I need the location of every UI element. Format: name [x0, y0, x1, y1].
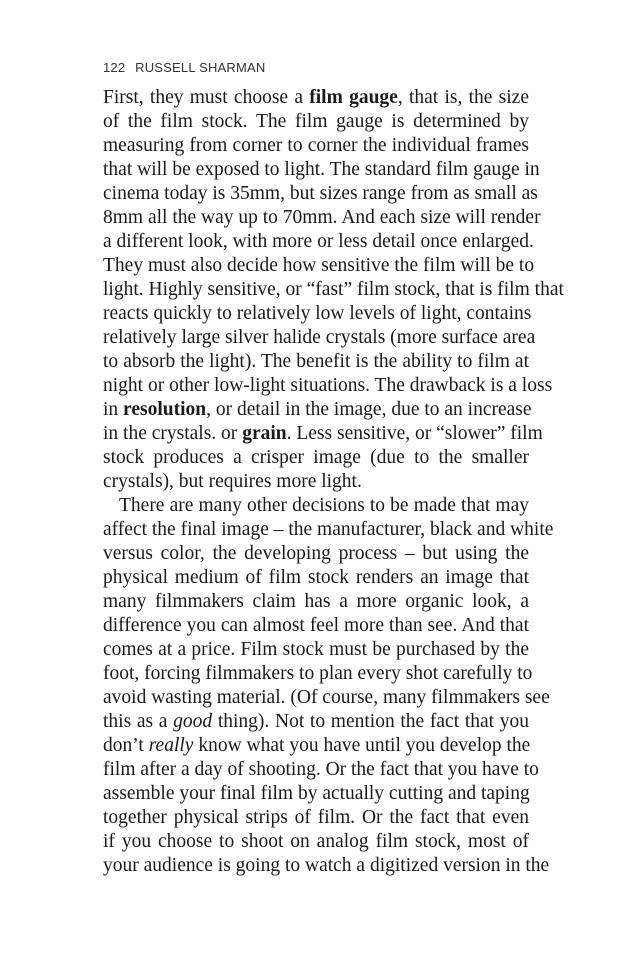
- paragraph-1: [103, 86, 564, 494]
- text-line: First, they must choose a film gauge, that is, the size: [103, 87, 529, 108]
- text-line: relatively large silver halide crystals (more surface area: [103, 327, 536, 348]
- text-line: crystals), but requires more light.: [103, 471, 362, 492]
- text-line: a different look, with more or less detail once enlarged.: [103, 231, 534, 252]
- text-line: 8mm all the way up to 70mm. And each size will render: [103, 207, 541, 228]
- text-line: that will be exposed to light. The standard film gauge in: [103, 159, 540, 180]
- text-line: avoid wasting material. (Of course, many filmmakers see: [103, 687, 550, 708]
- text-line: reacts quickly to relatively low levels of light, contains: [103, 303, 532, 324]
- text-line: if you choose to shoot on analog film stock, most of: [103, 831, 529, 852]
- text-line: physical medium of film stock renders an image that: [103, 567, 529, 588]
- paragraph-2: [103, 494, 554, 878]
- text-line: many filmmakers claim has a more organic look, a: [103, 591, 529, 612]
- text-line: assemble your final film by actually cutting and taping: [103, 783, 530, 804]
- running-head-author: RUSSELL SHARMAN: [135, 60, 266, 75]
- text-line: your audience is going to watch a digitized version in the: [103, 855, 550, 876]
- text-line: film after a day of shooting. Or the fact that you have to: [103, 759, 539, 780]
- text-line: affect the final image – the manufacturer, black and white: [103, 519, 554, 540]
- text-line: difference you can almost feel more than see. And that: [103, 615, 529, 636]
- text-line: stock produces a crisper image (due to the smaller: [103, 447, 529, 468]
- text-line: of the film stock. The film gauge is determined by: [103, 111, 529, 132]
- text-line: to absorb the light). The benefit is the ability to film at: [103, 351, 529, 372]
- text-line: They must also decide how sensitive the film will be to: [103, 255, 535, 276]
- text-line: light. Highly sensitive, or “fast” film stock, that is film that: [103, 279, 564, 300]
- emphasis-really: really: [148, 735, 194, 756]
- text-line: don’t really know what you have until you develop the: [103, 735, 531, 756]
- text-line: There are many other decisions to be made that may: [119, 495, 529, 516]
- text-line: comes at a price. Film stock must be purchased by the: [103, 639, 529, 660]
- term-grain: grain: [242, 423, 287, 444]
- text-line: together physical strips of film. Or the fact that even: [103, 807, 529, 828]
- running-head: [103, 60, 266, 75]
- term-film-gauge: film gauge: [309, 87, 398, 108]
- text-line: in resolution, or detail in the image, due to an increase: [103, 399, 532, 420]
- text-line: in the crystals. or grain. Less sensitive, or “slower” film: [103, 423, 543, 444]
- body-text: [103, 86, 564, 878]
- text-line: this as a good thing). Not to mention the fact that you: [103, 711, 529, 732]
- text-line: measuring from corner to corner the individual frames: [103, 135, 529, 156]
- text-line: night or other low-light situations. The drawback is a loss: [103, 375, 553, 396]
- emphasis-good: good: [173, 711, 213, 732]
- page-number: 122: [103, 60, 126, 75]
- text-line: cinema today is 35mm, but sizes range from as small as: [103, 183, 538, 204]
- term-resolution: resolution: [123, 399, 207, 420]
- text-line: versus color, the developing process – but using the: [103, 543, 529, 564]
- text-line: foot, forcing filmmakers to plan every shot carefully to: [103, 663, 533, 684]
